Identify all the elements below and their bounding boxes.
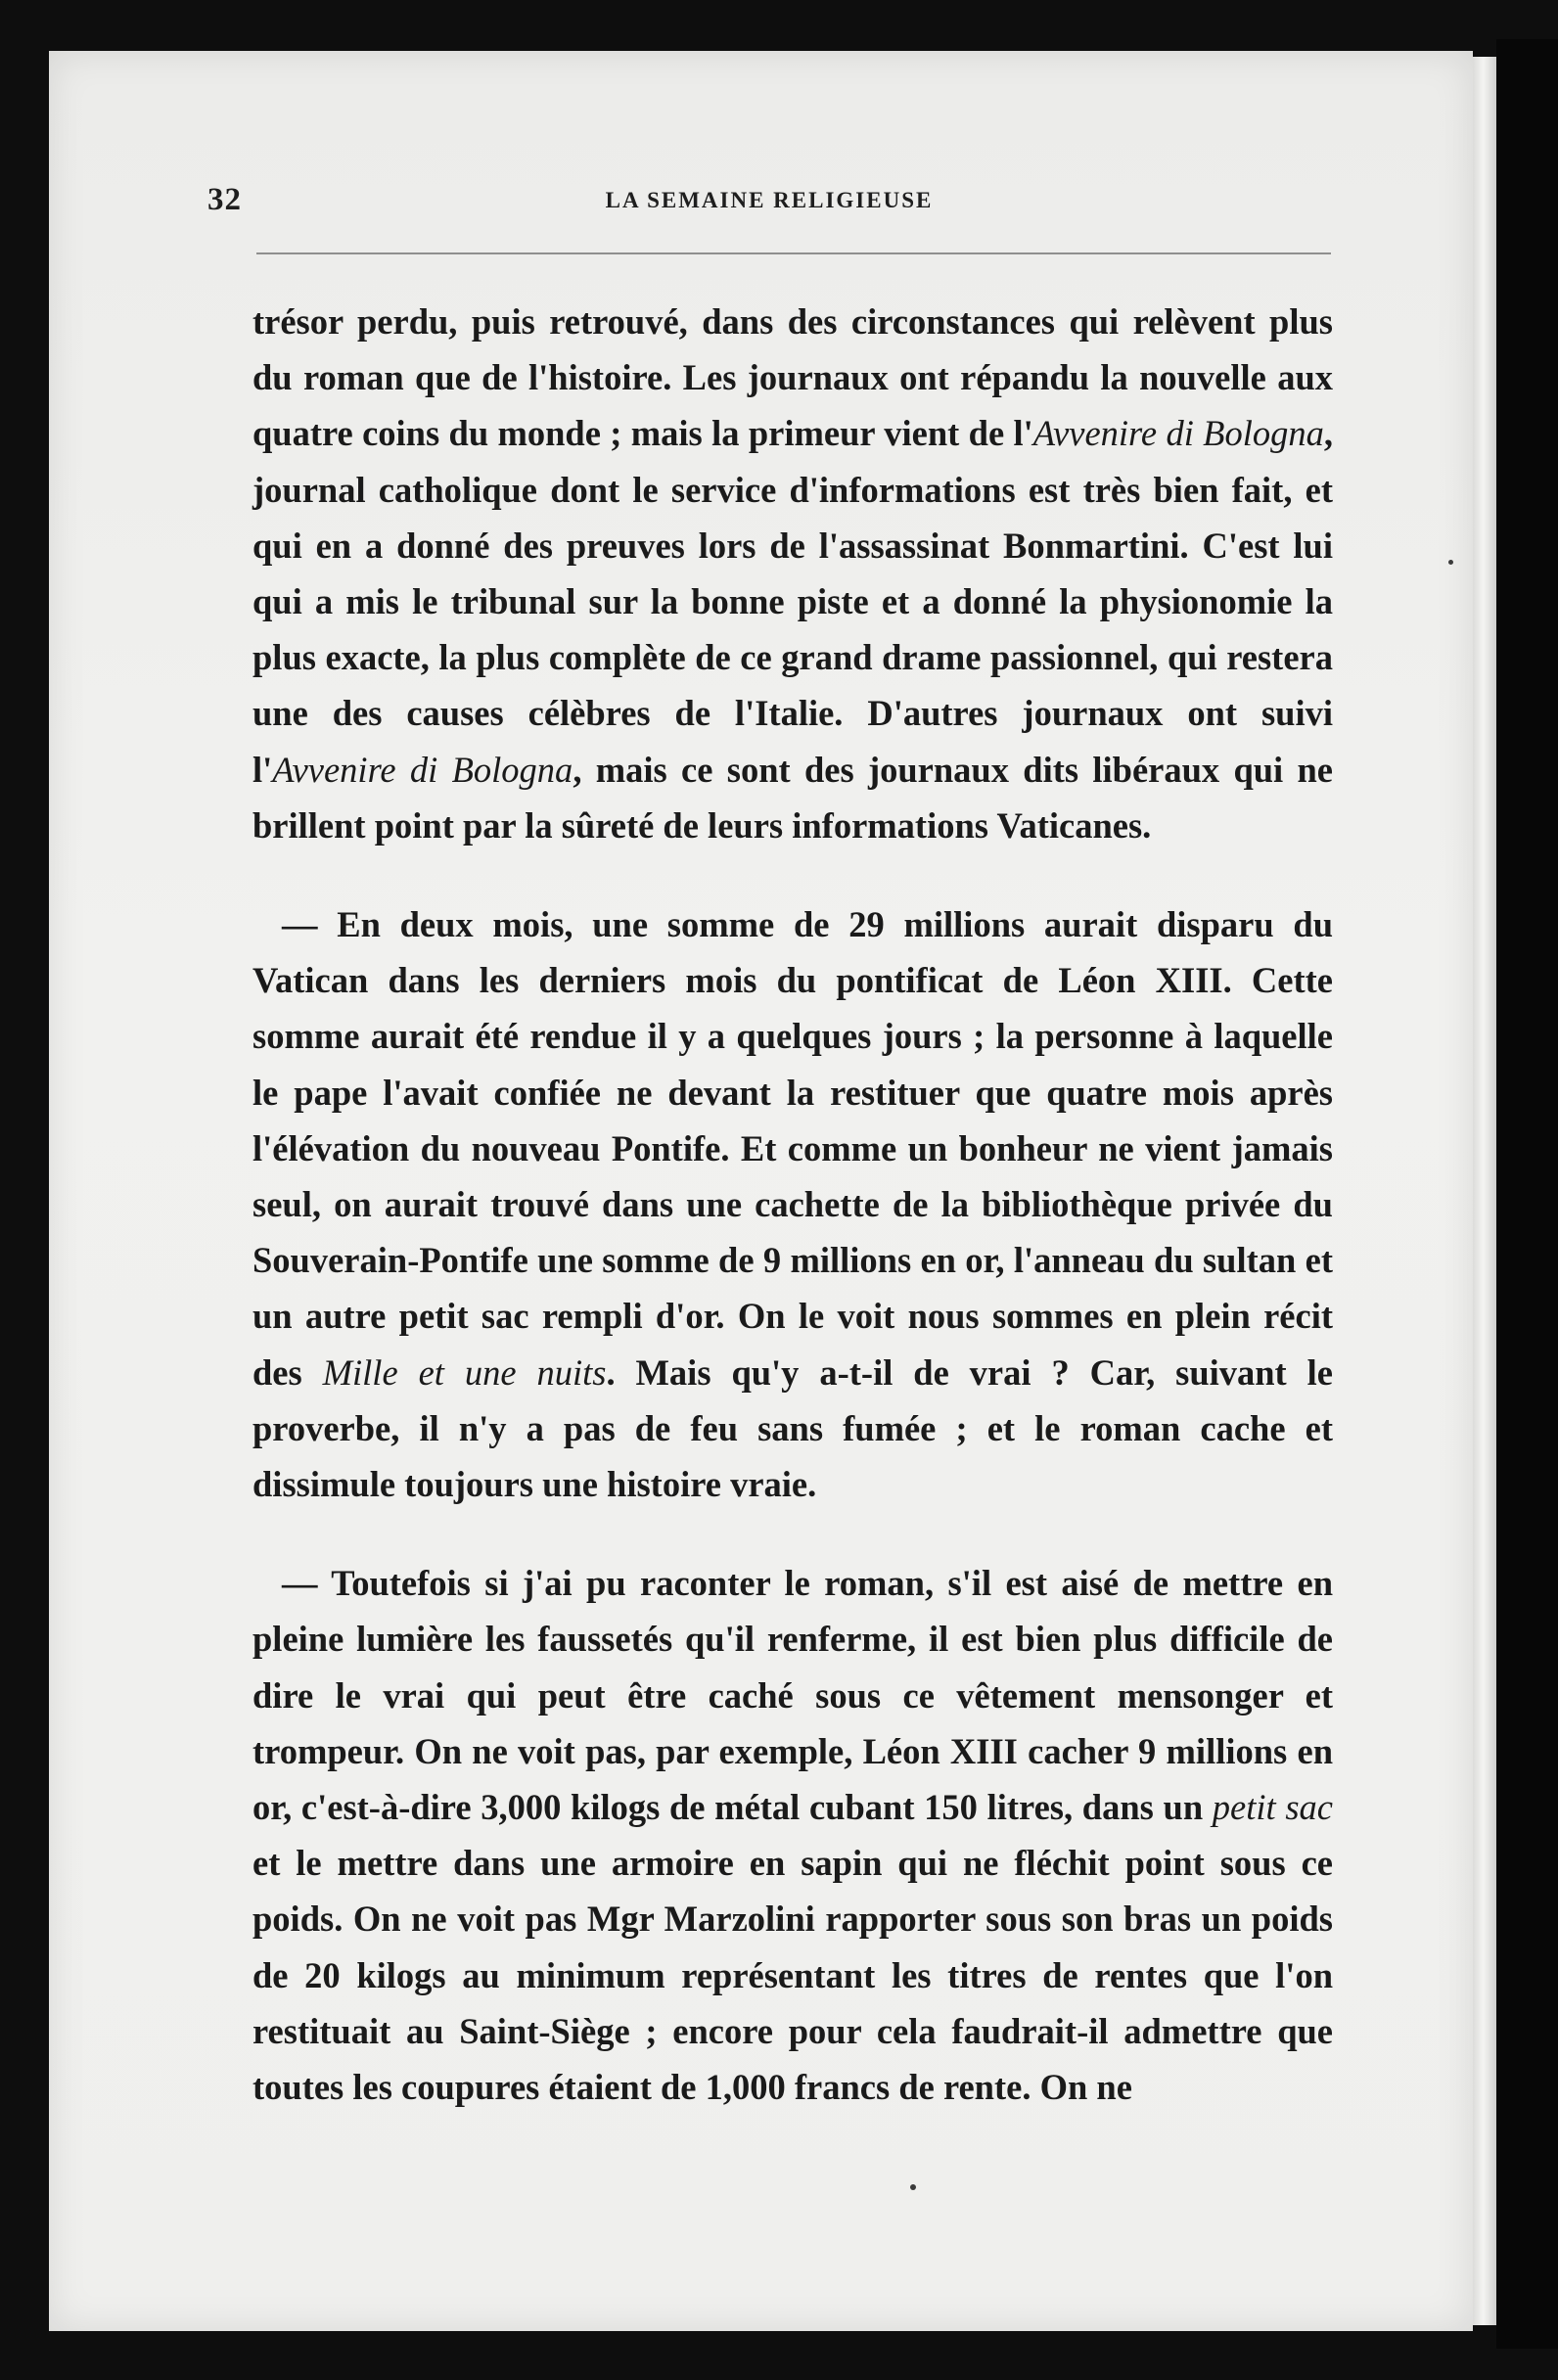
binding-shadow bbox=[1496, 39, 1558, 2349]
text-run: , mais ce sont des journaux dits libéraux qui ne brillent point par la sûreté de leurs informations Vaticanes. bbox=[252, 749, 1333, 846]
text-run: , journal catholique dont le service d'informations est très bien fait, et qui en a donné des preuves lors de l'assassinat Bonmartini. C'est lui qui a mis le tribunal sur la bonne piste et a donné la physionomie la plus exacte, la plus complète de ce grand drame passionnel, qui restera une des causes célèbres de l'Italie. D'autres journaux ont suivi l' bbox=[252, 413, 1333, 790]
body-text bbox=[252, 294, 1333, 2115]
header-rule bbox=[256, 252, 1331, 254]
italic-title: Mille et une nuits bbox=[322, 1351, 607, 1393]
text-run: — Toutefois si j'ai pu raconter le roman, s'il est aisé de mettre en pleine lumière les faussetés qu'il renferme, il est bien plus difficile de dire le vrai qui peut être caché sous ce vêtement mensonger et trompeur. On ne voit pas, par exemple, Léon XIII cacher 9 millions en or, c'est-à-dire 3,000 kilogs de métal cubant 150 litres, dans un bbox=[252, 1563, 1333, 1828]
paragraph bbox=[252, 294, 1333, 853]
italic-title: Avvenire di Bologna bbox=[1032, 413, 1324, 454]
running-title: LA SEMAINE RELIGIEUSE bbox=[605, 188, 934, 212]
text-run: . Mais qu'y a-t-il de vrai ? Car, suivant le proverbe, il n'y a pas de feu sans fumée ; et le roman cache et dissimule toujours une histoire vraie. bbox=[252, 1351, 1333, 1505]
text-run: et le mettre dans une armoire en sapin qui ne fléchit point sous ce poids. On ne voit pas Mgr Marzolini rapporter sous son bras un poids de 20 kilogs au minimum représentant les titres de rentes que l'on restituait au Saint-Siège ; encore pour cela faudrait-il admettre que toutes les coupures étaient de 1,000 francs de rente. On ne bbox=[252, 1843, 1333, 2108]
italic-title: Avvenire di Bologna bbox=[272, 749, 573, 790]
ink-speck bbox=[910, 2184, 916, 2190]
page-edge bbox=[1473, 57, 1496, 2325]
italic-title: petit sac bbox=[1212, 1787, 1334, 1828]
ink-speck bbox=[1448, 560, 1453, 565]
text-run: trésor perdu, puis retrouvé, dans des circonstances qui relèvent plus du roman que de l'histoire. Les journaux ont répandu la nouvelle aux quatre coins du monde ; mais la primeur vient de l' bbox=[252, 301, 1333, 454]
text-run: — En deux mois, une somme de 29 millions aurait disparu du Vatican dans les derniers mois du pontificat de Léon XIII. Cette somme aurait été rendue il y a quelques jours ; la personne à laquelle le pape l'avait confiée ne devant la restituer que quatre mois après l'élévation du nouveau Pontife. Et comme un bonheur ne vient jamais seul, on aurait trouvé dans une cachette de la bibliothèque privée du Souverain-Pontife une somme de 9 millions en or, l'anneau du sultan et un autre petit sac rempli d'or. On le voit nous sommes en plein récit des bbox=[252, 904, 1333, 1393]
paragraph bbox=[252, 1555, 1333, 2115]
page-header bbox=[207, 182, 1331, 221]
page-number: 32 bbox=[207, 182, 242, 217]
paragraph bbox=[252, 896, 1333, 1512]
